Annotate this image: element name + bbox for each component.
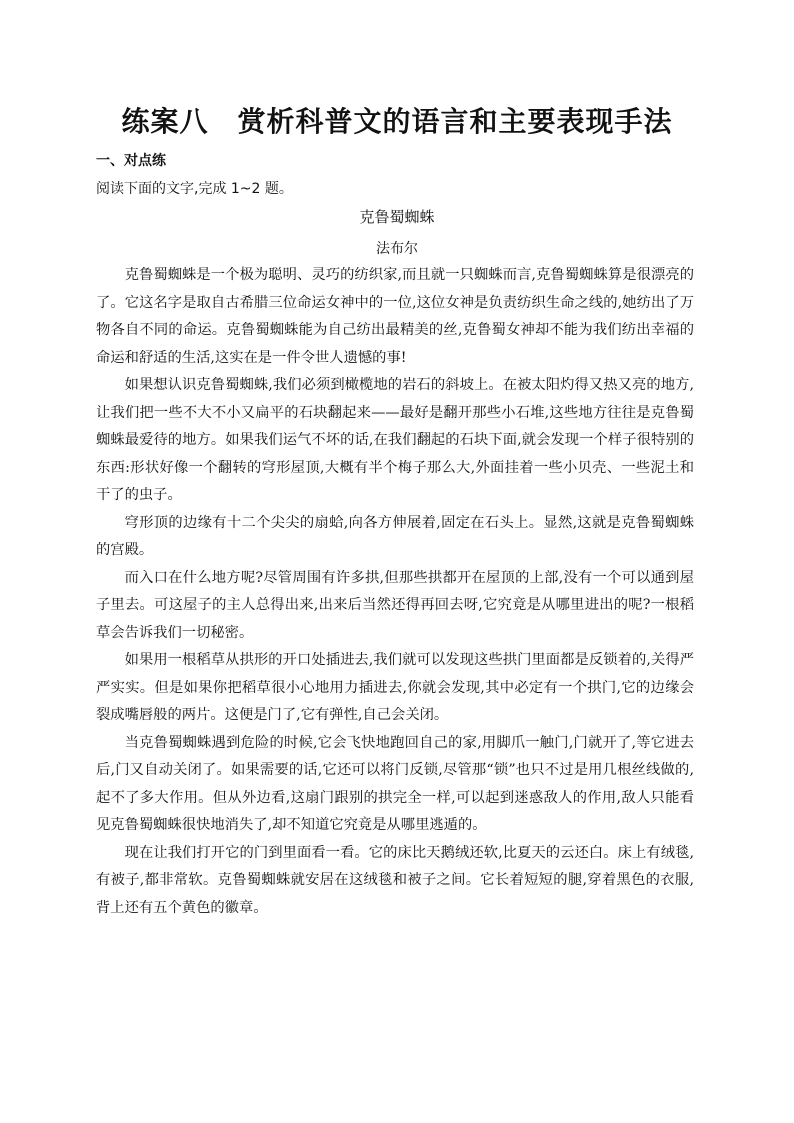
reading-instruction: 阅读下面的文字,完成 1~2 题。 xyxy=(96,181,293,197)
article-title: 克鲁蜀蜘蛛 xyxy=(359,208,435,226)
paragraph: 而入口在什么地方呢?尽管周围有许多拱,但那些拱都开在屋顶的上部,没有一个可以通到屋子里去。可这屋子的主人总得出来,出来后当然还得再回去呀,它究竟是从哪里进出的呢?一根稻草会告诉我们一切秘密。 xyxy=(96,569,694,641)
article-author: 法布尔 xyxy=(376,241,418,257)
paragraph: 现在让我们打开它的门到里面看一看。它的床比天鹅绒还软,比夏天的云还白。床上有绒毯,有被子,都非常软。克鲁蜀蜘蛛就安居在这绒毯和被子之间。它长着短短的腿,穿着黑色的衣服,背上还有五个黄色的徽章。 xyxy=(96,844,694,916)
section-heading: 一、对点练 xyxy=(96,153,166,169)
paragraph: 当克鲁蜀蜘蛛遇到危险的时候,它会飞快地跑回自己的家,用脚爪一触门,门就开了,等它进去后,门又自动关闭了。如果需要的话,它还可以将门反锁,尽管那“锁”也只不过是用几根丝线做的,起不了多大作用。但从外边看,这扇门跟别的拱完全一样,可以起到迷惑敌人的作用,敌人只能看见克鲁蜀蜘蛛很快地消失了,却不知道它究竟是从哪里逃遁的。 xyxy=(96,734,694,833)
paragraph: 如果用一根稻草从拱形的开口处插进去,我们就可以发现这些拱门里面都是反锁着的,关得严严实实。但是如果你把稻草很小心地用力插进去,你就会发现,其中必定有一个拱门,它的边缘会裂成嘴唇般的两片。这便是门了,它有弹性,自己会关闭。 xyxy=(96,652,694,723)
article-body xyxy=(96,262,694,922)
paragraph: 克鲁蜀蜘蛛是一个极为聪明、灵巧的纺织家,而且就一只蜘蛛而言,克鲁蜀蜘蛛算是很漂亮的了。它这名字是取自古希腊三位命运女神中的一位,这位女神是负责纺织生命之线的,她纺出了万物各自不同的命运。克鲁蜀蜘蛛能为自己纺出最精美的丝,克鲁蜀女神却不能为我们纺出幸福的命运和舒适的生活,这实在是一件令世人遗憾的事! xyxy=(96,267,694,366)
paragraph: 穹形顶的边缘有十二个尖尖的扇蛤,向各方伸展着,固定在石头上。显然,这就是克鲁蜀蜘蛛的宫殿。 xyxy=(96,514,694,558)
paragraph: 如果想认识克鲁蜀蜘蛛,我们必须到橄榄地的岩石的斜坡上。在被太阳灼得又热又亮的地方,让我们把一些不大不小又扁平的石块翻起来——最好是翻开那些小石堆,这些地方往往是克鲁蜀蜘蛛最爱待的地方。如果我们运气不坏的话,在我们翻起的石块下面,就会发现一个样子很特别的东西:形状好像一个翻转的穹形屋顶,大概有半个梅子那么大,外面挂着一些小贝壳、一些泥土和干了的虫子。 xyxy=(96,377,694,503)
page-title: 练案八 赏析科普文的语言和主要表现手法 xyxy=(121,105,673,138)
